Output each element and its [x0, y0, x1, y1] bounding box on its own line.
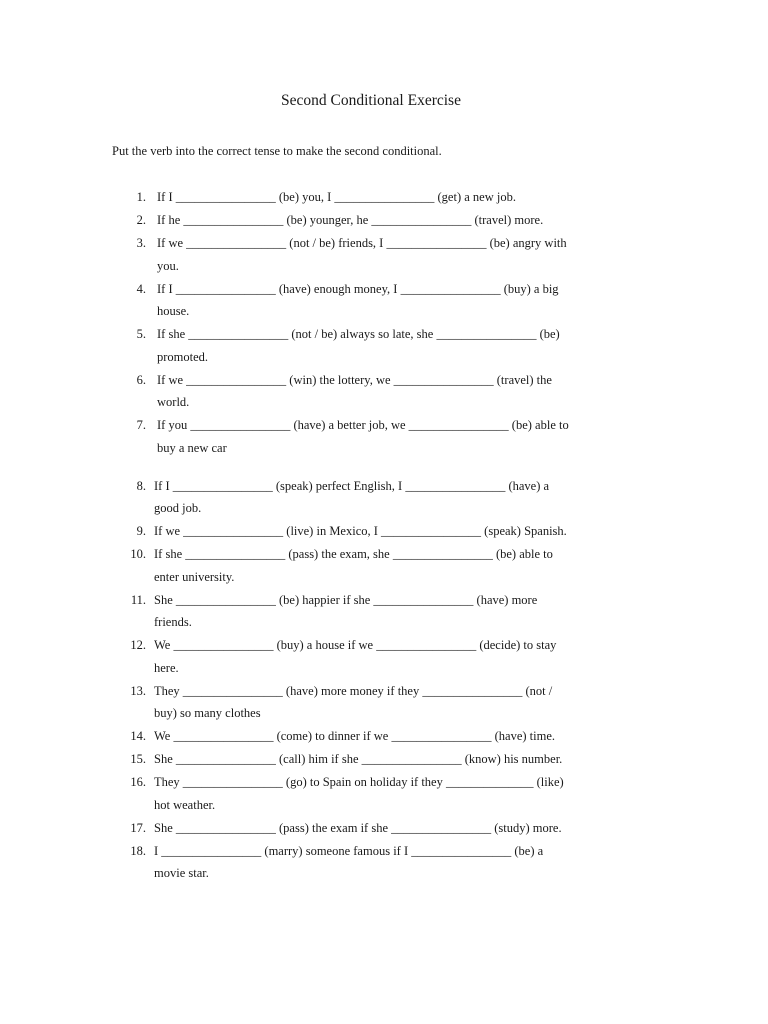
item-number: 11.	[130, 592, 146, 607]
item-number: 10.	[130, 547, 146, 561]
item-line: They ________________ (have) more money if they ________________ (not /	[154, 683, 553, 698]
page-title: Second Conditional Exercise	[281, 92, 461, 109]
exercise-item-5	[0, 323, 768, 368]
item-line: you.	[157, 258, 179, 273]
item-line: If I ________________ (be) you, I ________________ (get) a new job.	[157, 190, 516, 204]
spacer	[0, 460, 768, 475]
item-line: She ________________ (be) happier if she ________________ (have) more	[154, 592, 538, 607]
item-line: world.	[157, 395, 190, 409]
item-line: She ________________ (call) him if she ________________ (know) his number.	[154, 752, 563, 766]
item-number: 18.	[130, 843, 146, 858]
exercise-item-13	[0, 680, 768, 725]
exercise-item-10	[0, 543, 768, 588]
item-line: hot weather.	[154, 797, 216, 812]
exercise-item-6	[0, 369, 768, 414]
item-line: buy) so many clothes	[154, 706, 261, 720]
item-line: I ________________ (marry) someone famous if I ________________ (be) a	[154, 843, 544, 858]
exercise-item-16	[0, 771, 768, 816]
item-line: We ________________ (come) to dinner if we ________________ (have) time.	[154, 729, 555, 743]
item-number: 12.	[130, 638, 146, 652]
item-number: 13.	[130, 683, 146, 698]
item-number: 7.	[136, 418, 146, 432]
item-line: If she ________________ (pass) the exam, she ________________ (be) able to	[154, 547, 553, 561]
item-number: 6.	[136, 372, 146, 387]
item-line: promoted.	[157, 349, 209, 364]
exercise-item-1	[0, 186, 768, 209]
item-number: 9.	[136, 524, 146, 538]
exercise-item-9	[0, 520, 768, 543]
item-line: If he ________________ (be) younger, he ________________ (travel) more.	[157, 213, 544, 227]
exercise-item-14	[0, 725, 768, 748]
item-number: 17.	[130, 820, 146, 835]
item-line: They ________________ (go) to Spain on holiday if they ______________ (like)	[154, 775, 564, 789]
item-line: enter university.	[154, 569, 235, 584]
item-line: friends.	[154, 615, 192, 629]
item-line: here.	[154, 660, 179, 675]
item-line: If I ________________ (have) enough money, I ________________ (buy) a big	[157, 281, 559, 296]
exercise-item-15	[0, 748, 768, 771]
item-line: good job.	[154, 501, 202, 515]
item-line: If we ________________ (win) the lottery, we ________________ (travel) the	[157, 372, 552, 387]
exercise-item-8	[0, 475, 768, 520]
item-number: 16.	[130, 775, 146, 789]
item-line: If we ________________ (not / be) friends, I ________________ (be) angry with	[157, 236, 567, 250]
item-line: If we ________________ (live) in Mexico, I ________________ (speak) Spanish.	[154, 524, 567, 538]
exercise-item-17	[0, 817, 768, 840]
item-line: If you ________________ (have) a better job, we ________________ (be) able to	[157, 418, 569, 432]
item-line: house.	[157, 304, 190, 318]
item-number: 1.	[136, 190, 146, 204]
item-line: If she ________________ (not / be) always so late, she ________________ (be)	[157, 327, 560, 341]
exercise-item-12	[0, 634, 768, 679]
item-line: buy a new car	[157, 440, 227, 455]
item-line: She ________________ (pass) the exam if she ________________ (study) more.	[154, 820, 562, 835]
exercise-item-3	[0, 232, 768, 277]
exercise-item-4	[0, 278, 768, 323]
exercise-list	[0, 186, 768, 885]
item-number: 14.	[130, 729, 146, 743]
item-line: We ________________ (buy) a house if we ________________ (decide) to stay	[154, 638, 557, 652]
item-line: movie star.	[154, 866, 209, 880]
item-number: 5.	[136, 327, 146, 341]
exercise-item-7	[0, 414, 768, 459]
item-number: 3.	[136, 236, 146, 250]
exercise-item-18	[0, 840, 768, 885]
item-number: 15.	[130, 752, 146, 766]
item-number: 4.	[136, 281, 146, 296]
exercise-item-2	[0, 209, 768, 232]
item-number: 8.	[136, 478, 146, 493]
item-line: If I ________________ (speak) perfect English, I ________________ (have) a	[154, 478, 550, 493]
item-number: 2.	[136, 213, 146, 227]
instructions: Put the verb into the correct tense to make the second conditional.	[112, 144, 442, 158]
exercise-item-11	[0, 589, 768, 634]
